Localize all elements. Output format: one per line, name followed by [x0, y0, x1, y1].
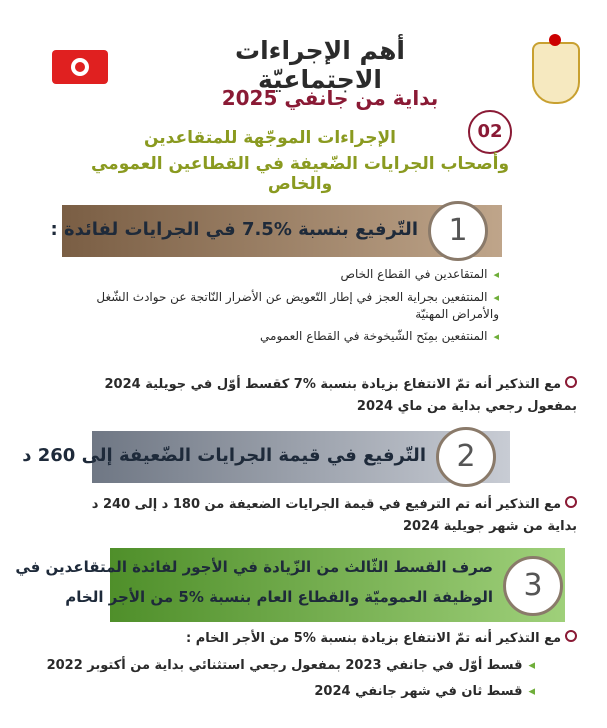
- section-title-line2: وأصحاب الجرايات الضّعيفة في القطاعين العمومي والخاص: [90, 154, 510, 194]
- ring-bullet-icon: [565, 630, 577, 642]
- measure-2-note: مع التذكير أنه تم الترفيع في قيمة الجرايات الضعيفة من 180 د إلى 240 د بداية من شهر جويلية 2024: [91, 497, 577, 534]
- measure-1-list: [79, 266, 499, 351]
- measure-1-note: مع التذكير أنه تمّ الانتفاع بزيادة بنسبة %7 كقسط أوّل في جويلية 2024 بمفعول رجعي بداية من ماي 2024: [104, 377, 577, 414]
- measure-2-title: التّرفيع في قيمة الجرايات الضّعيفة إلى 260 د: [22, 445, 426, 466]
- page-subtitle: بداية من جانفي 2025: [221, 86, 439, 110]
- measure-2-banner: [22, 431, 510, 483]
- list-item: ◂ المنتفعين بمِنَح الشّيخوخة في القطاع العمومي: [79, 328, 499, 345]
- measure-1-title: التّرفيع بنسبة %7.5 في الجرايات لفائدة :: [50, 219, 418, 240]
- ring-bullet-icon: [565, 376, 577, 388]
- measure-3-title-line2: الوظيفة العموميّة والقطاع العام بنسبة %5 من الأجر الخام: [65, 588, 493, 606]
- measure-1-banner: [50, 205, 502, 257]
- list-item: ◂ قسط أوّل في جانفي 2023 بمفعول رجعي استثنائي بداية من أكتوبر 2022: [47, 654, 535, 678]
- list-item: ◂ المنتفعين بجراية العجز في إطار التّعويض عن الأضرار النّاتجة عن حوادث الشّغل والأمراض المهنيّة: [79, 289, 499, 322]
- tunisia-coat-of-arms-icon: [532, 42, 580, 104]
- ring-bullet-icon: [565, 496, 577, 508]
- measure-3-banner: [15, 548, 565, 622]
- measure-3-number: 3: [503, 556, 563, 616]
- measure-3-note: مع التذكير أنه تمّ الانتفاع بزيادة بنسبة %5 من الأجر الخام :: [77, 628, 577, 650]
- list-item: ◂ المتقاعدين في القطاع الخاص: [79, 266, 499, 283]
- section-number: 02: [468, 110, 512, 154]
- page-title: أهم الإجراءات الاجتماعيّة: [234, 36, 405, 94]
- section-title-line1: الإجراءات الموجّهة للمتقاعدين: [143, 128, 397, 148]
- measure-2-number: 2: [436, 427, 496, 487]
- measure-1-number: 1: [428, 201, 488, 261]
- tunisia-flag-icon: [52, 50, 108, 84]
- list-item: ◂ قسط ثان في شهر جانفي 2024: [314, 680, 535, 704]
- measure-3-title-line1: صرف القسط الثّالث من الزّيادة في الأجور لفائدة المتقاعدين في: [15, 558, 493, 576]
